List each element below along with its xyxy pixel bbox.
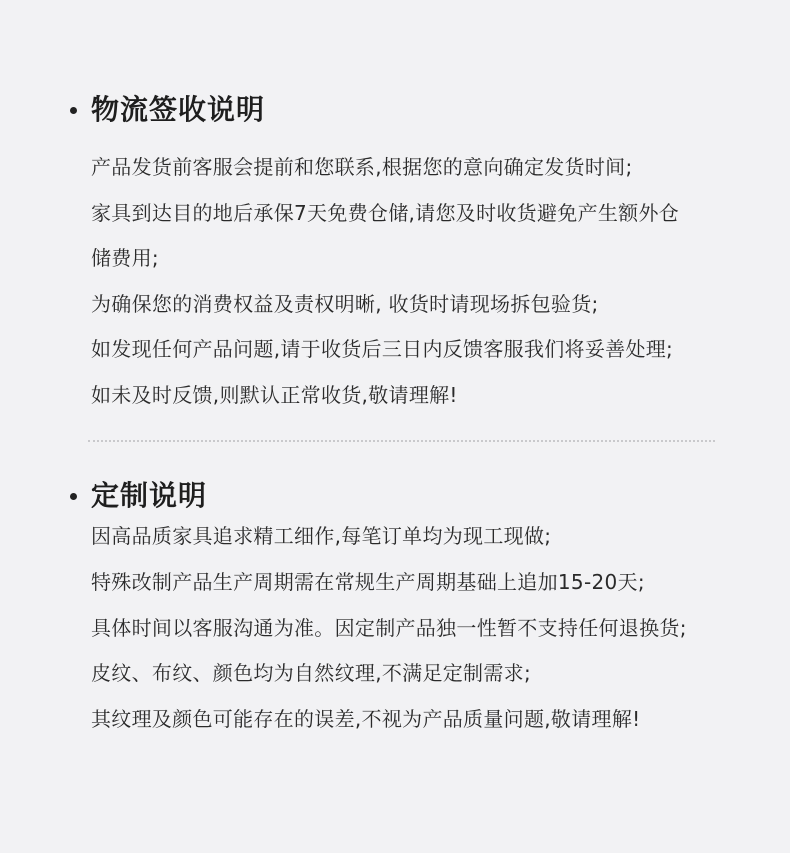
customization-heading <box>0 474 790 518</box>
bullet-dot-icon <box>70 493 77 500</box>
logistics-section <box>0 88 790 407</box>
customization-line: 具体时间以客服沟通为准。因定制产品独一性暂不支持任何退换货; <box>91 615 687 640</box>
bullet-dot-icon <box>70 107 77 114</box>
customization-line: 因高品质家具追求精工细作,每笔订单均为现工现做; <box>91 524 552 548</box>
logistics-title: 物流签收说明 <box>91 93 266 126</box>
customization-text-block <box>91 514 731 743</box>
customization-line: 皮纹、布纹、颜色均为自然纹理,不满足定制需求; <box>91 661 531 686</box>
customization-line: 特殊改制产品生产周期需在常规生产周期基础上追加15-20天; <box>91 569 645 594</box>
logistics-line: 如未及时反馈,则默认正常收货,敬请理解! <box>91 382 458 407</box>
customization-section <box>0 474 790 732</box>
logistics-heading <box>0 88 790 132</box>
logistics-line: 储费用; <box>91 246 159 270</box>
logistics-line: 产品发货前客服会提前和您联系,根据您的意向确定发货时间; <box>91 155 633 179</box>
logistics-line: 如发现任何产品问题,请于收货后三日内反馈客服我们将妥善处理; <box>91 337 674 361</box>
logistics-line: 为确保您的消费权益及责权明晰, 收货时请现场拆包验货; <box>91 291 599 316</box>
customization-title: 定制说明 <box>91 479 208 512</box>
logistics-line: 家具到达目的地后承保7天免费仓储,请您及时收货避免产生额外仓 <box>91 200 680 225</box>
customization-line: 其纹理及颜色可能存在的误差,不视为产品质量问题,敬请理解! <box>91 707 641 732</box>
section-divider <box>88 440 715 442</box>
logistics-text-block <box>91 145 731 418</box>
